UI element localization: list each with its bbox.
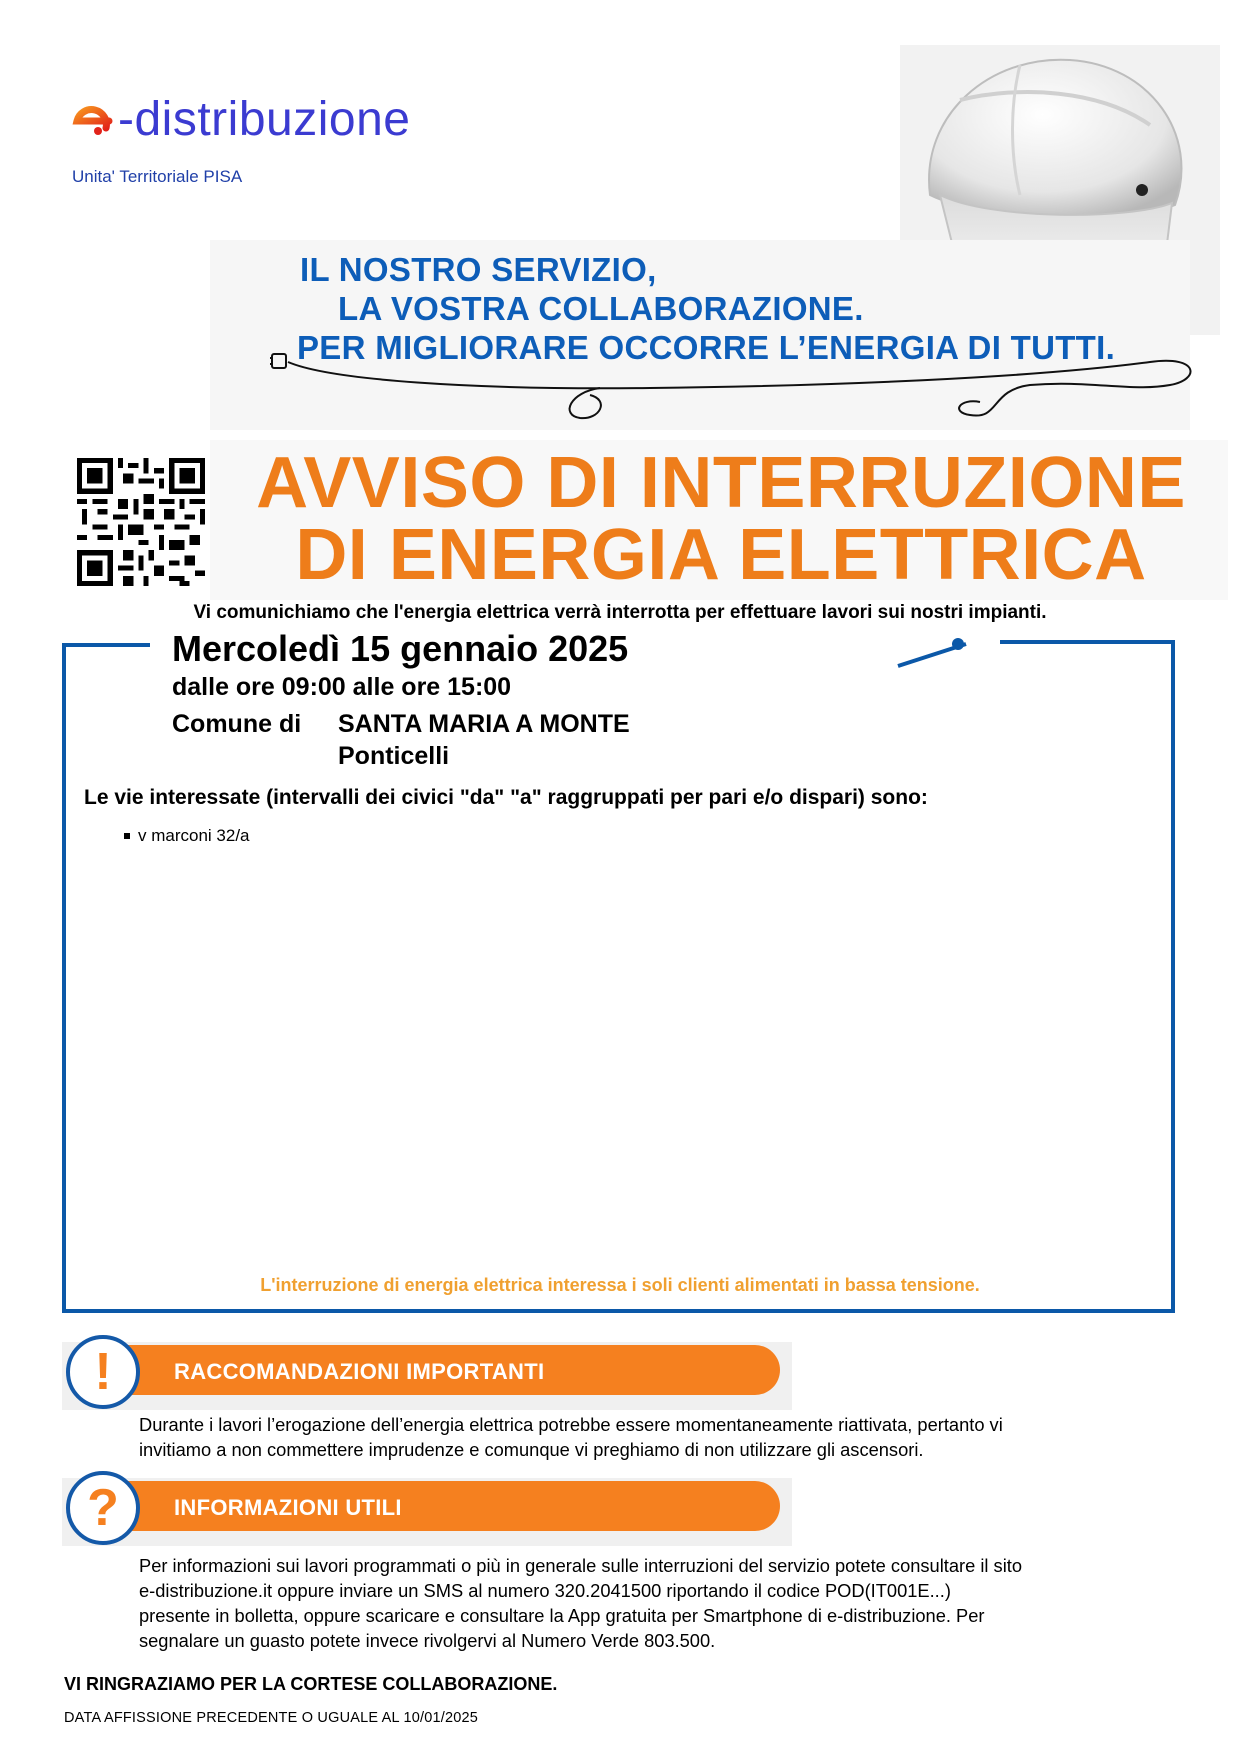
frame-top-left-border — [62, 643, 150, 647]
recommendations-title: RACCOMANDAZIONI IMPORTANTI — [174, 1359, 545, 1384]
exclamation-icon — [66, 1335, 140, 1409]
recommendations-text-line-2: invitiamo a non commettere imprudenze e comunque vi preghiamo di non utilizzare gli ascensori. — [139, 1439, 924, 1460]
thanks-text: VI RINGRAZIAMO PER LA CORTESE COLLABORAZIONE. — [64, 1674, 558, 1694]
street-name: v marconi 32/a — [138, 826, 250, 845]
power-cable-graphic — [270, 340, 1210, 440]
question-icon — [66, 1471, 140, 1545]
exclamation-glyph: ! — [94, 1343, 112, 1401]
frame-decoration-line — [888, 628, 1008, 678]
notice-frame — [62, 643, 1175, 1313]
e-distribuzione-logo-mark — [68, 97, 114, 143]
low-voltage-note: L'interruzione di energia elettrica interessa i soli clienti alimentati in bassa tensione. — [260, 1275, 980, 1295]
slogan-line-2: LA VOSTRA COLLABORAZIONE. — [338, 290, 864, 327]
info-text-line-2: e-distribuzione.it oppure inviare un SMS al numero 320.2041500 riportando il codice POD(IT001E...) — [139, 1580, 951, 1601]
recommendations-text-line-1: Durante i lavori l’erogazione dell’energia elettrica potrebbe essere momentaneamente riattivata, pertanto vi — [139, 1414, 1003, 1435]
notice-title — [222, 443, 1220, 595]
notice-title-line-2: DI ENERGIA ELETTRICA — [295, 515, 1147, 595]
brand-name: -distribuzione — [118, 93, 411, 146]
interruption-hours: dalle ore 09:00 alle ore 15:00 — [172, 673, 512, 701]
streets-heading: Le vie interessate (intervalli dei civici "da" "a" raggruppati per pari e/o dispari) sono: — [84, 786, 928, 809]
info-text — [139, 1553, 1022, 1653]
street-list-item — [124, 826, 250, 846]
info-text-line-1: Per informazioni sui lavori programmati o più in generale sulle interruzioni del servizio potete consultare il sito — [139, 1555, 1022, 1576]
frame-top-right-border — [1000, 640, 1175, 644]
intro-text: Vi comunichiamo che l'energia elettrica verrà interrotta per effettuare lavori sui nostri impianti. — [193, 602, 1047, 623]
info-title: INFORMAZIONI UTILI — [174, 1495, 402, 1520]
qr-code[interactable] — [77, 458, 205, 586]
question-glyph: ? — [87, 1479, 119, 1537]
info-text-line-3: presente in bolletta, oppure scaricare e consultare la App gratuita per Smartphone di e-distribuzione. Per — [139, 1605, 985, 1626]
comune-name: SANTA MARIA A MONTE — [338, 710, 630, 738]
territorial-unit: Unita' Territoriale PISA — [72, 167, 243, 186]
comune-label: Comune di — [172, 710, 302, 738]
bullet-icon — [124, 833, 130, 839]
slogan-line-1: IL NOSTRO SERVIZIO, — [300, 251, 657, 288]
interruption-date: Mercoledì 15 gennaio 2025 — [172, 628, 629, 669]
locality-name: Ponticelli — [338, 742, 450, 770]
recommendations-text — [139, 1412, 1003, 1462]
posting-date-note: DATA AFFISSIONE PRECEDENTE O UGUALE AL 10/01/2025 — [64, 1710, 479, 1726]
slogan-line-3: PER MIGLIORARE OCCORRE L’ENERGIA DI TUTTI. — [297, 329, 1116, 366]
info-text-line-4: segnalare un guasto potete invece rivolgervi al Numero Verde 803.500. — [139, 1630, 716, 1651]
notice-title-line-1: AVVISO DI INTERRUZIONE — [256, 443, 1186, 523]
